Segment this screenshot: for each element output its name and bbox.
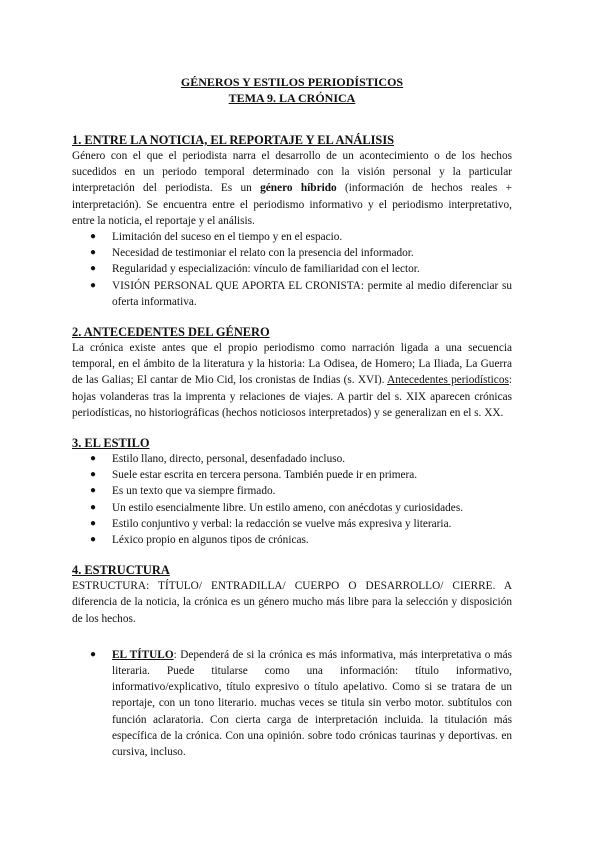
section-1-heading: 1. ENTRE LA NOTICIA, EL REPORTAJE Y EL ANÁLISIS (72, 133, 395, 147)
spacer (72, 627, 512, 647)
bullet-icon: ● (90, 517, 97, 529)
el-titulo-text: : Dependerá de si la crónica es más informativa, más interpretativa o más literaria. Puede titularse como una información: título informativo, informativo/explicativo, título expresivo o título apelativo. Como si se tratara de un reportaje, con un tono literario. muchas veces se titula sin verbo motor. subtítulos con función aclaratoria. Con cierta carga de interpretación incluida. la titulación más específica de la crónica. Con una opinión. sobre todo crónicas taurinas y deportivas. en cursiva, incluso. (112, 648, 513, 759)
spacer (72, 548, 512, 562)
list-item (90, 483, 512, 499)
bullet-icon: ● (90, 469, 97, 481)
section-1-paragraph (72, 148, 512, 229)
section-3-heading: 3. EL ESTILO (72, 436, 150, 451)
document-subtitle: TEMA 9. LA CRÓNICA (228, 91, 356, 105)
antecedentes-underlined: Antecedentes periodísticos (387, 374, 509, 387)
section-1-text-b: (información de hechos reales + interpretación). Se encuentra entre el periodismo informativo y el periodismo interpretativo, entre la noticia, el reportaje y el análisis. (72, 182, 512, 227)
section-2-heading: 2. ANTECEDENTES DEL GÉNERO (72, 325, 270, 340)
bullet-icon: ● (90, 279, 97, 291)
section-1-text-a: Género con el que el periodista narra el desarrollo de un acontecimiento o de los hechos sucedidos en un periodo temporal determinado con la visión personal y la particular interpretación del periodista. Es un (72, 150, 512, 195)
list-item-text: Es un texto que va siempre firmado. (112, 485, 276, 498)
list-item-text: Limitación del suceso en el tiempo y en el espacio. (112, 231, 343, 244)
section-4-bullet-list (72, 647, 512, 760)
list-item-text: Regularidad y especialización: vínculo de familiaridad con el lector. (112, 263, 420, 276)
section-4-heading: 4. ESTRUCTURA (72, 563, 170, 578)
list-item (90, 261, 512, 277)
bullet-icon: ● (90, 247, 97, 259)
list-item-text: Necesidad de testimoniar el relato con la presencia del informador. (112, 247, 414, 260)
genero-hibrido-bold: género híbrido (260, 182, 337, 195)
list-item-text: VISIÓN PERSONAL QUE APORTA EL CRONISTA: permite al medio diferenciar su oferta informativa. (112, 279, 512, 308)
bullet-icon: ● (90, 231, 97, 243)
bullet-icon: ● (90, 485, 97, 497)
list-item (90, 532, 512, 548)
list-item (90, 278, 512, 310)
section-2-paragraph (72, 340, 512, 421)
list-item (90, 467, 512, 483)
bullet-icon: ● (90, 453, 97, 465)
list-item-text: Suele estar escrita en tercera persona. También puede ir en primera. (112, 469, 418, 482)
list-item-text: Estilo llano, directo, personal, desenfadado incluso. (112, 453, 346, 466)
bullet-icon: ● (90, 501, 97, 513)
list-item-text: Un estilo esencialmente libre. Un estilo ameno, con anécdotas y curiosidades. (112, 501, 464, 514)
bullet-icon: ● (90, 648, 97, 660)
section-3-bullet-list (72, 451, 512, 548)
list-item (90, 451, 512, 467)
document-title: GÉNEROS Y ESTILOS PERIODÍSTICOS (180, 75, 404, 89)
section-2-text-a: La crónica existe antes que el propio periodismo como narración ligada a una secuencia temporal, en el ámbito de la literatura y la historia: La Odisea, de Homero; La Iliada, La Guerra de las Galias; El cantar de Mio Cid, los cronistas de Indias (s. XVI). (72, 342, 512, 387)
list-item-text: Léxico propio en algunos tipos de crónicas. (112, 534, 309, 547)
spacer (72, 310, 512, 324)
bullet-icon: ● (90, 534, 97, 546)
list-item (90, 647, 513, 760)
list-item (90, 229, 512, 245)
section-1-bullet-list (72, 229, 512, 310)
spacer (72, 421, 512, 435)
list-item (90, 245, 512, 261)
bullet-icon: ● (90, 263, 97, 275)
list-item (90, 500, 512, 516)
section-2-text-b: : hojas volanderas tras la imprenta y relaciones de viajes. A partir del s. XIX aparecen crónicas periodísticas, no historiográficas (hechos noticiosos interpretados) y se generalizan en el s. XX. (72, 374, 513, 419)
list-item (90, 516, 512, 532)
list-item-text: Estilo conjuntivo y verbal: la redacción se vuelve más expresiva y literaria. (112, 517, 452, 530)
section-4-paragraph: ESTRUCTURA: TÍTULO/ ENTRADILLA/ CUERPO O DESARROLLO/ CIERRE. A diferencia de la noticia, la crónica es un género mucho más libre para la selección y disposición de los hechos. (72, 580, 512, 625)
el-titulo-label: EL TÍTULO (112, 648, 174, 661)
